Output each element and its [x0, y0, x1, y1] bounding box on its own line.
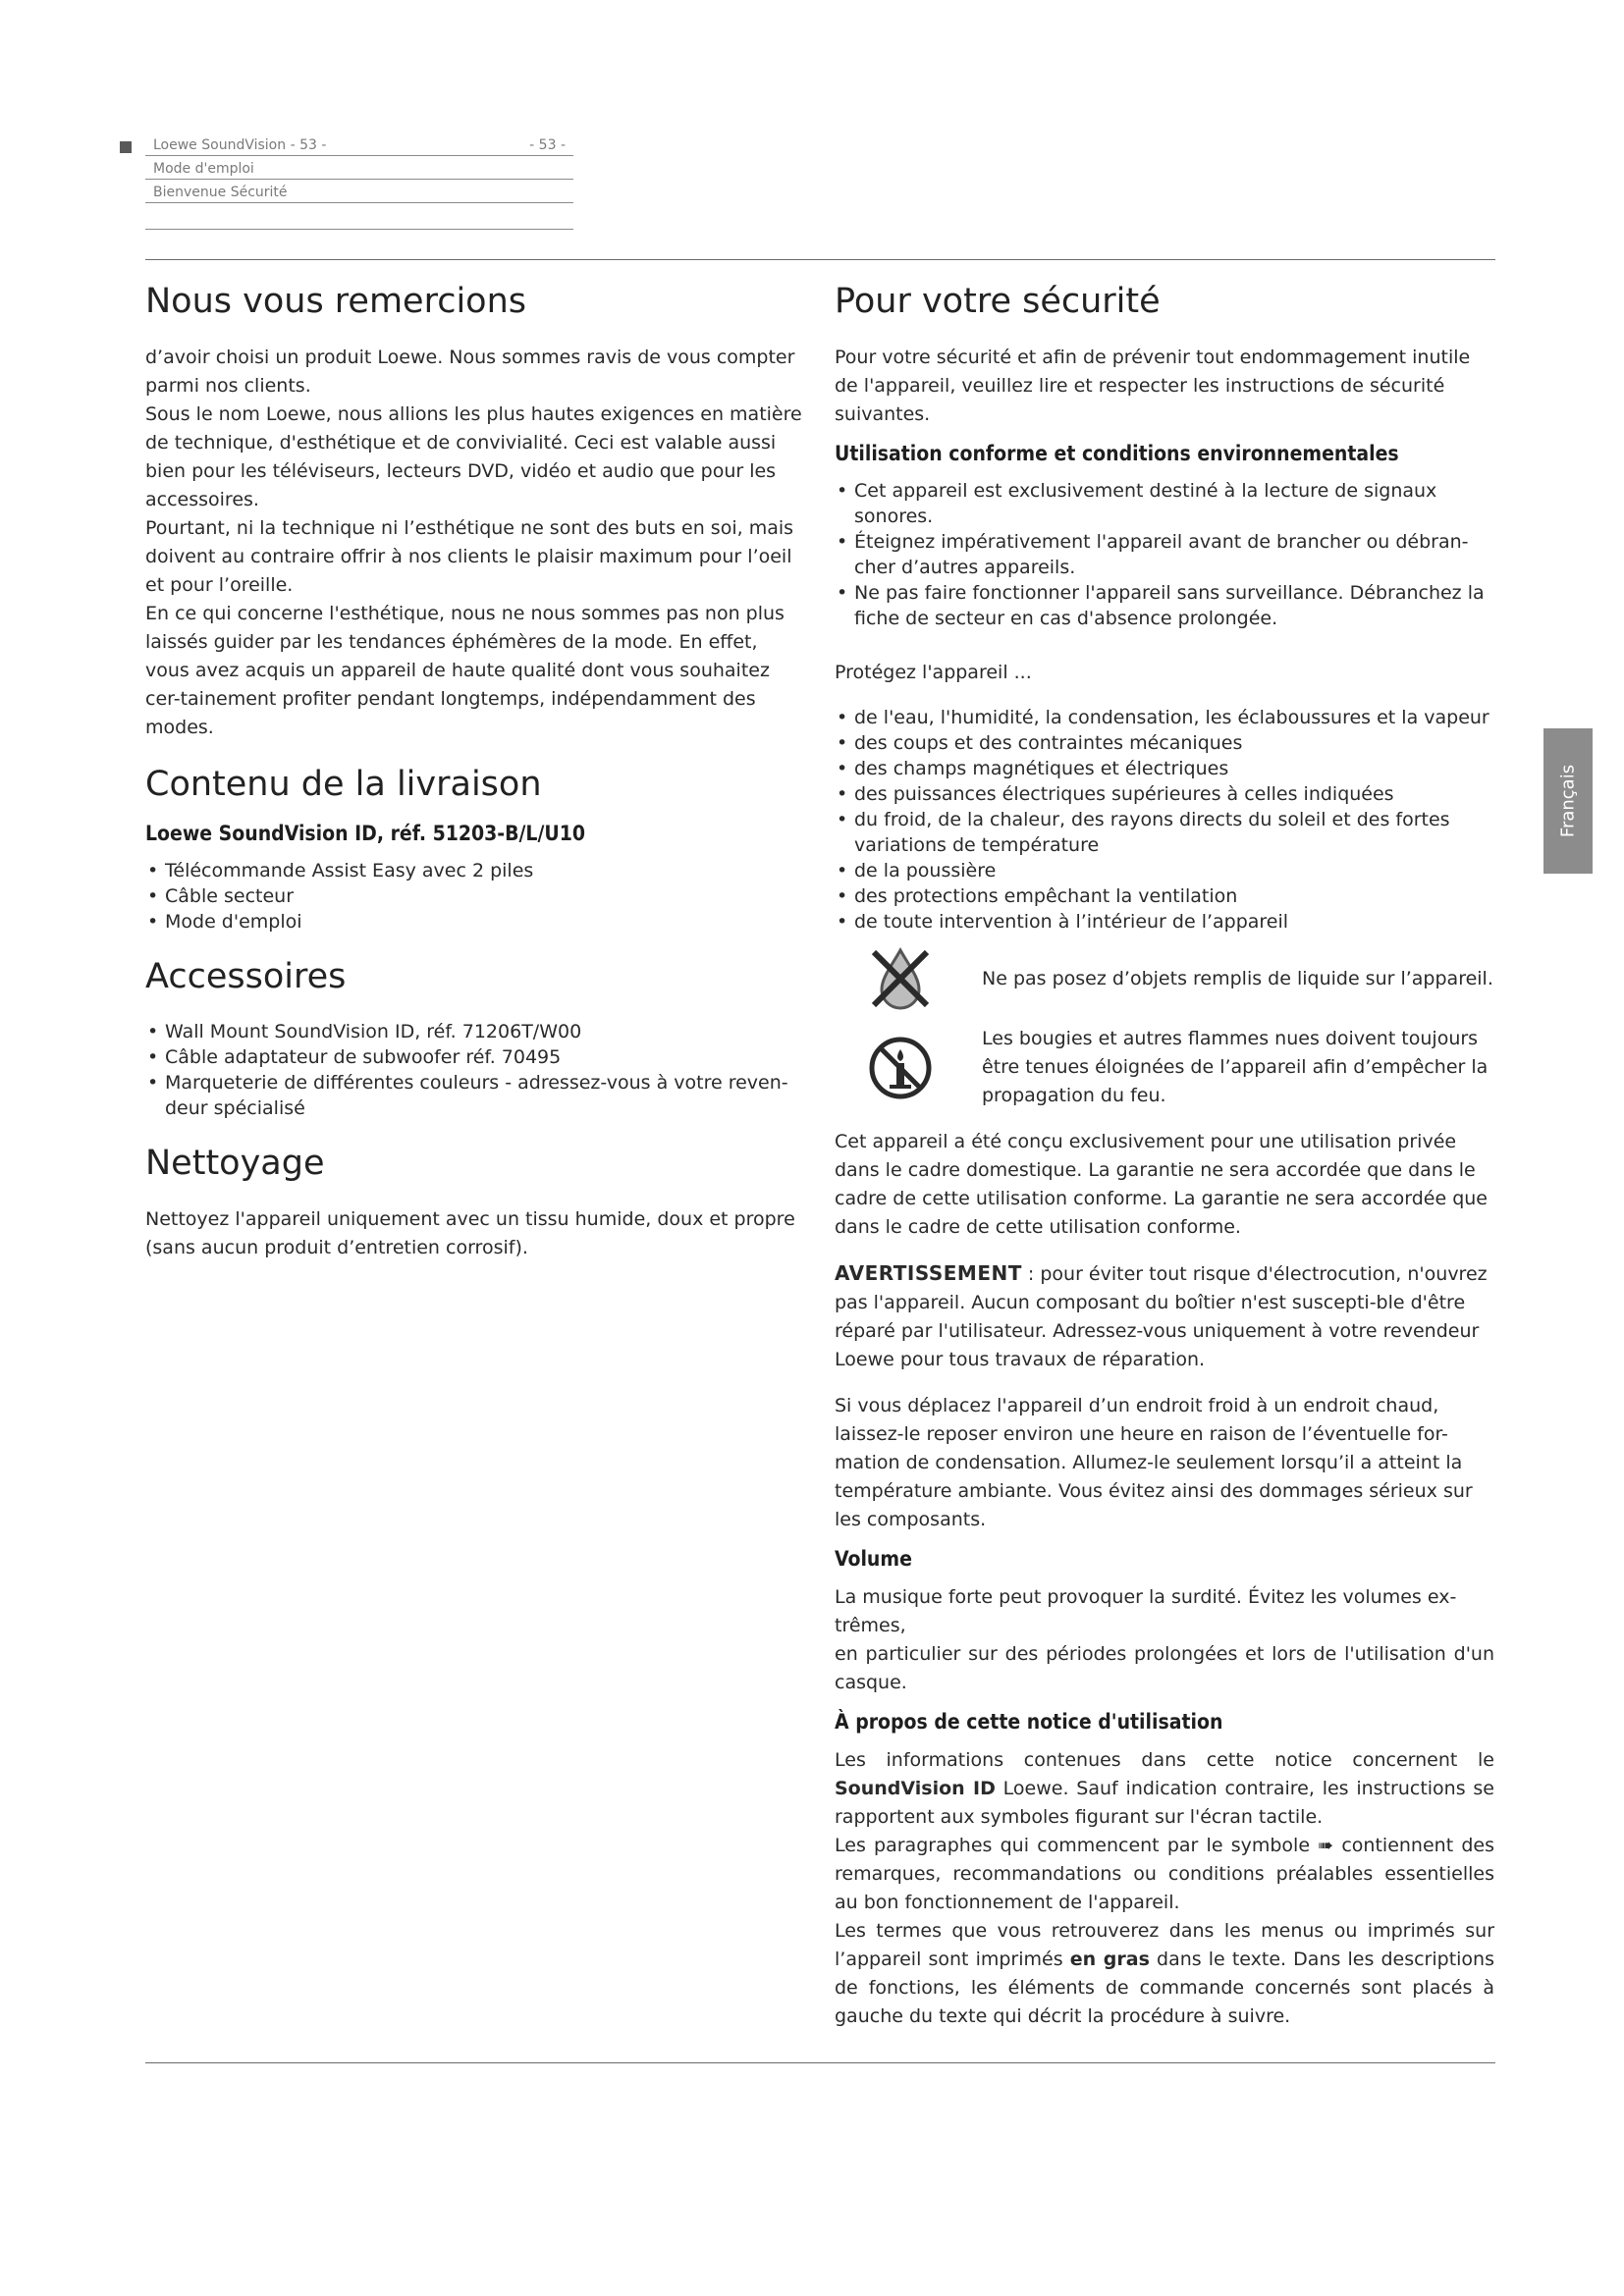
thanks-paragraph-4: En ce qui concerne l'esthétique, nous ne nous sommes pas non plus laissés guider par les tendances éphémères de la mode. En effet, vous avez acquis un appareil de haute qualité dont vous souhaitez cer-tainement profiter pendant longtemps, indépendamment des modes. — [145, 603, 785, 738]
warning-paragraph — [835, 1259, 1494, 1374]
no-liquid-icon — [866, 944, 935, 1013]
list-item: • Câble adaptateur de subwoofer réf. 70495 — [147, 1046, 562, 1068]
warning-flame-row — [835, 1025, 1494, 1110]
list-item: • de toute intervention à l’intérieur de l’appareil — [837, 911, 1289, 933]
safety-title: Pour votre sécurité — [835, 282, 1161, 321]
safety-intro: Pour votre sécurité et afin de prévenir tout endommagement inutile de l'appareil, veuillez lire et respecter les instructions de sécurité suivantes. — [835, 347, 1471, 425]
usage-list — [835, 478, 1494, 631]
protect-intro: Protégez l'appareil ... — [835, 662, 1032, 683]
notice-paragraph-1: Les informations contenues dans cette notice concernent le SoundVision ID Loewe. Sauf indication contraire, les instructions se rapportent aux symboles figurant sur l'écran tactile. — [835, 1749, 1494, 1828]
header-title: Loewe SoundVision - 53 - — [153, 137, 327, 153]
list-item: • Câble secteur — [147, 885, 295, 907]
protect-list — [835, 705, 1494, 934]
right-column — [835, 277, 1494, 2031]
header-square-icon — [120, 141, 132, 153]
top-divider — [145, 259, 1495, 260]
bottom-divider — [145, 2062, 1495, 2063]
header-line-3 — [145, 183, 573, 203]
warning-flame-text: Les bougies et autres flammes nues doivent toujours être tenues éloignées de l’appareil afin d’empêcher la propagation du feu. — [982, 1028, 1489, 1106]
thanks-paragraph-3: Pourtant, ni la technique ni l’esthétique ne sont des buts en soi, mais doivent au contraire offrir à nos clients le plaisir maximum pour l’oeil et pour l’oreille. — [145, 517, 794, 596]
list-item: • des protections empêchant la ventilation — [837, 885, 1238, 907]
header-subtitle: Mode d'emploi — [153, 161, 254, 177]
list-item: • des coups et des contraintes mécaniques — [837, 732, 1243, 754]
header-section: Bienvenue Sécurité — [153, 185, 288, 200]
delivery-list — [145, 858, 803, 934]
usage-subtitle: Utilisation conforme et conditions environnementales — [835, 442, 1399, 465]
list-item: • des puissances électriques supérieures à celles indiquées — [837, 783, 1394, 805]
thanks-paragraph-1: d’avoir choisi un produit Loewe. Nous sommes ravis de vous compter parmi nos clients. — [145, 347, 795, 397]
notice-title: À propos de cette notice d'utilisation — [835, 1710, 1223, 1734]
header-line-2 — [145, 159, 573, 180]
language-tab — [1543, 728, 1593, 874]
delivery-subtitle: Loewe SoundVision ID, réf. 51203-B/L/U10 — [145, 822, 586, 845]
avertissement-text: : pour éviter tout risque d'électrocution, n'ouvrez pas l'appareil. Aucun composant du boîtier n'est suscepti-ble d'être réparé par l'utilisateur. Adressez-vous uniquement à votre revendeur Loewe pour tous travaux de réparation. — [835, 1263, 1488, 1370]
private-use-text: Cet appareil a été conçu exclusivement pour une utilisation privée dans le cadre domestique. La garantie ne sera accordée que dans le cadre de cette utilisation conforme. La garantie ne sera accordée que dans le cadre de cette utilisation conforme. — [835, 1131, 1488, 1238]
list-item: • Marqueterie de différentes couleurs - adressez-vous à votre reven-deur spécialisé — [147, 1072, 788, 1119]
list-item: • Ne pas faire fonctionner l'appareil sans surveillance. Débranchez la fiche de secteur en cas d'absence prolongée. — [837, 582, 1485, 629]
list-item: • Éteignez impérativement l'appareil avant de brancher ou débran-cher d’autres appareils. — [837, 531, 1469, 578]
header-page-number: - 53 - — [529, 137, 566, 153]
volume-title: Volume — [835, 1547, 912, 1571]
accessories-title: Accessoires — [145, 957, 347, 996]
list-item: • de la poussière — [837, 860, 997, 881]
warning-liquid-text: Ne pas posez d’objets remplis de liquide sur l’appareil. — [982, 967, 1493, 989]
header-line-4 — [145, 206, 573, 230]
delivery-title: Contenu de la livraison — [145, 765, 542, 804]
language-tab-label: Français — [1557, 764, 1579, 838]
list-item: • Télécommande Assist Easy avec 2 piles — [147, 860, 534, 881]
thanks-paragraph-2: Sous le nom Loewe, nous allions les plus hautes exigences en matière de technique, d'esthétique et de convivialité. Ceci est valable aussi bien pour les téléviseurs, lecteurs DVD, vidéo et audio que pour les accessoires. — [145, 403, 802, 510]
volume-text-2: en particulier sur des périodes prolongées et lors de l'utilisation d'un casque. — [835, 1643, 1494, 1693]
cleaning-text: Nettoyez l'appareil uniquement avec un tissu humide, doux et propre (sans aucun produit d’entretien corrosif). — [145, 1208, 795, 1258]
no-open-flame-icon — [866, 1034, 935, 1102]
notice-paragraph-3: Les termes que vous retrouverez dans les menus ou imprimés sur l’appareil sont imprimés en gras dans le texte. Dans les descriptions de fonctions, les éléments de commande concernés sont placés à gauche du texte qui décrit la procédure à suivre. — [835, 1920, 1494, 2027]
list-item: • du froid, de la chaleur, des rayons directs du soleil et des fortes variations de température — [837, 809, 1450, 856]
left-column — [145, 277, 803, 1262]
thanks-title: Nous vous remercions — [145, 282, 527, 321]
avertissement-label: AVERTISSEMENT — [835, 1261, 1022, 1285]
notice-paragraph-2: Les paragraphes qui commencent par le symbole ➠ contiennent des remarques, recommandations ou conditions préalables essentielles au bon fonctionnement de l'appareil. — [835, 1835, 1494, 1913]
list-item: • Wall Mount SoundVision ID, réf. 71206T/W00 — [147, 1021, 582, 1042]
header-line-1 — [145, 135, 573, 156]
accessories-list — [145, 1019, 803, 1121]
warning-liquid-row — [835, 944, 1494, 1013]
list-item: • des champs magnétiques et électriques — [837, 758, 1229, 779]
cleaning-title: Nettoyage — [145, 1144, 325, 1183]
condensation-text: Si vous déplacez l'appareil d’un endroit froid à un endroit chaud, laissez-le reposer environ une heure en raison de l’éventuelle for-mation de condensation. Allumez-le seulement lorsqu’il a atteint la température ambiante. Vous évitez ainsi des dommages sérieux sur les composants. — [835, 1395, 1473, 1530]
list-item: • Cet appareil est exclusivement destiné à la lecture de signaux sonores. — [837, 480, 1437, 527]
list-item: • Mode d'emploi — [147, 911, 302, 933]
volume-text-1: La musique forte peut provoquer la surdité. Évitez les volumes ex-trêmes, — [835, 1586, 1457, 1636]
list-item: • de l'eau, l'humidité, la condensation, les éclaboussures et la vapeur — [837, 707, 1489, 728]
